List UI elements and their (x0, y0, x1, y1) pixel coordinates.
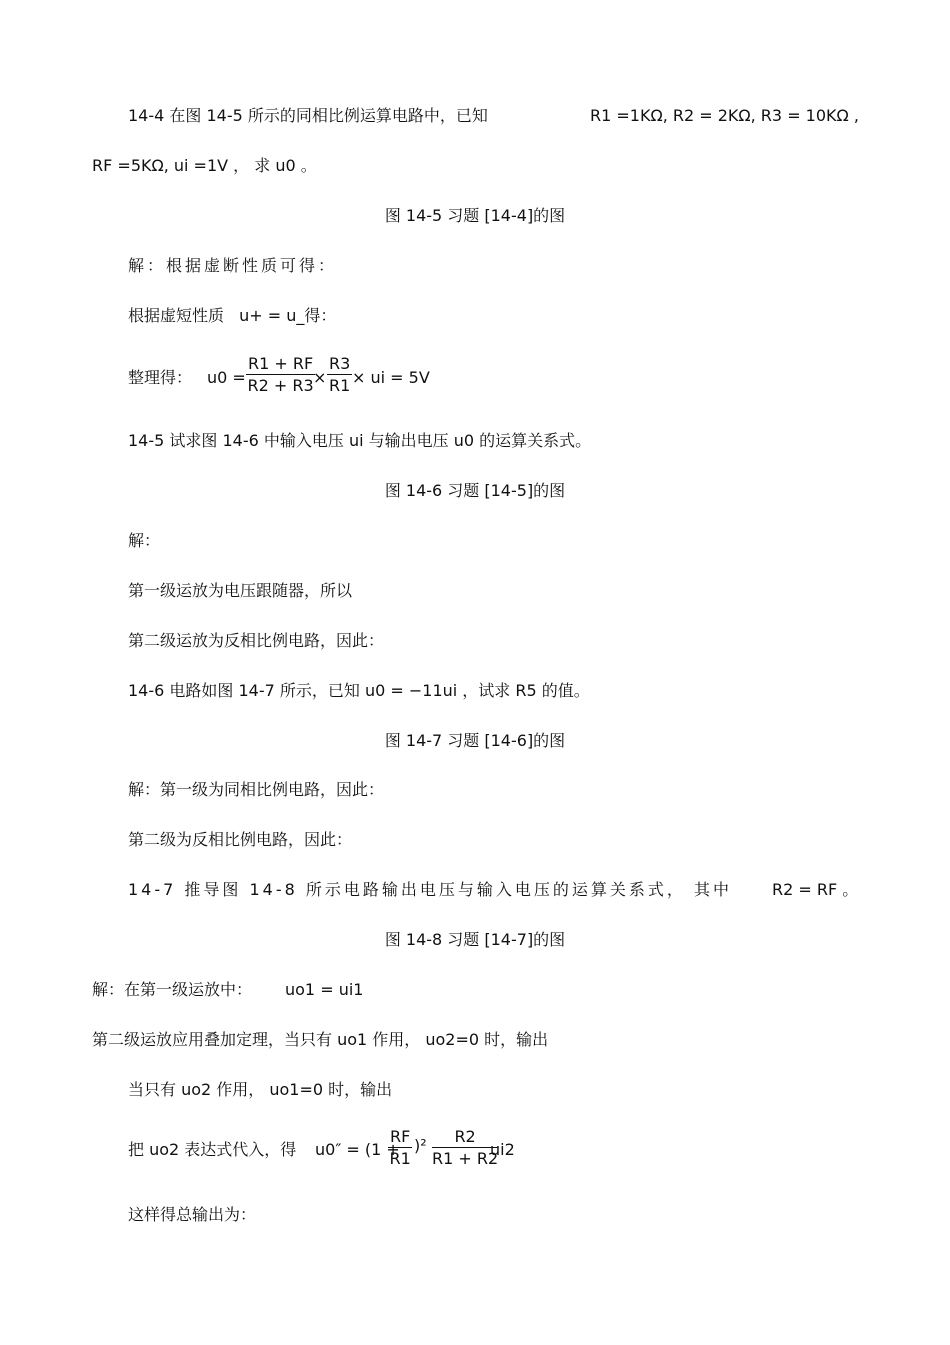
fraction-numerator: R2 (432, 1128, 498, 1148)
virtual-short-label: 根据虚短性质 (128, 306, 225, 325)
result-lhs-14-4: u0 = (207, 368, 246, 387)
fraction-rf-over-r23 (246, 355, 315, 395)
virtual-short-equation: u+ = u_得： (239, 306, 337, 325)
problem-14-4-given-values-2: RF =5KΩ, ui =1V ， 求 u0 。 (92, 156, 317, 175)
solution-14-7-only-uo2: 当只有 uo2 作用， uo1=0 时，输出 (128, 1080, 393, 1099)
fraction-denominator: R1 + R2 (432, 1149, 499, 1168)
fraction-numerator: RF (390, 1127, 411, 1146)
result-tail-14-4: × ui = 5V (352, 368, 430, 387)
solution-intro-14-5: 解： (128, 531, 161, 550)
fraction-denominator: R1 (389, 1149, 411, 1168)
substitute-label: 把 uo2 表达式代入，得 (128, 1140, 297, 1159)
fraction-denominator: R1 (329, 376, 351, 395)
substitute-lhs: u0″ = (1 + (315, 1140, 400, 1159)
fraction-r2-over-r12 (432, 1128, 498, 1168)
solution-14-7-first: 解：在第一级运放中： (92, 980, 253, 999)
figure-caption-14-8: 图 14-8 习题 [14-7]的图 (384, 930, 566, 949)
solution-14-7-superposition: 第二级运放应用叠加定理，当只有 uo1 作用， uo2=0 时，输出 (92, 1030, 549, 1049)
fraction-r3-over-r1 (327, 355, 352, 395)
solution-14-5-stage2: 第二级运放为反相比例电路，因此： (128, 631, 385, 650)
solution-14-6-stage2: 第二级为反相比例电路，因此： (128, 830, 353, 849)
figure-caption-14-6: 图 14-6 习题 [14-5]的图 (384, 481, 566, 500)
solution-14-6-stage1: 解：第一级为同相比例电路，因此： (128, 780, 385, 799)
total-output-line: 这样得总输出为： (128, 1205, 257, 1224)
virtual-short-line (128, 306, 336, 326)
problem-14-7-text: 14-7 推导图 14-8 所示电路输出电压与输入电压的运算关系式， 其中 (128, 880, 732, 899)
substitute-tail: ui2 (490, 1140, 515, 1159)
solution-14-5-stage1: 第一级运放为电压跟随器，所以 (128, 581, 353, 600)
figure-caption-14-5: 图 14-5 习题 [14-4]的图 (384, 206, 566, 225)
problem-14-4-question (128, 106, 488, 126)
times-sign: × (313, 368, 327, 387)
problem-14-7-condition: R2 = RF 。 (772, 880, 859, 899)
fraction-numerator: R3 (329, 354, 351, 373)
problem-14-4-given-values: R1 =1KΩ, R2 = 2KΩ, R3 = 10KΩ , (590, 106, 859, 125)
problem-14-6-question: 14-6 电路如图 14-7 所示，已知 u0 = −11ui ，试求 R5 的值。 (128, 681, 590, 700)
result-label-14-4: 整理得： (128, 368, 193, 387)
fraction-denominator: R2 + R3 (247, 376, 314, 395)
problem-14-4-text: 14-4 在图 14-5 所示的同相比例运算电路中，已知 (128, 106, 488, 125)
fraction-numerator: R1 + RF (248, 354, 314, 373)
problem-14-5-question: 14-5 试求图 14-6 中输入电压 ui 与输出电压 u0 的运算关系式。 (128, 431, 592, 450)
solution-14-7-first-eq: uo1 = ui1 (285, 980, 364, 999)
problem-14-7-question (128, 880, 732, 900)
figure-caption-14-7: 图 14-7 习题 [14-6]的图 (384, 731, 566, 750)
solution-intro-14-4: 解：根据虚断性质可得： (128, 256, 338, 275)
squared-paren: )² (414, 1136, 427, 1155)
fraction-rf-over-r1 (388, 1128, 412, 1168)
